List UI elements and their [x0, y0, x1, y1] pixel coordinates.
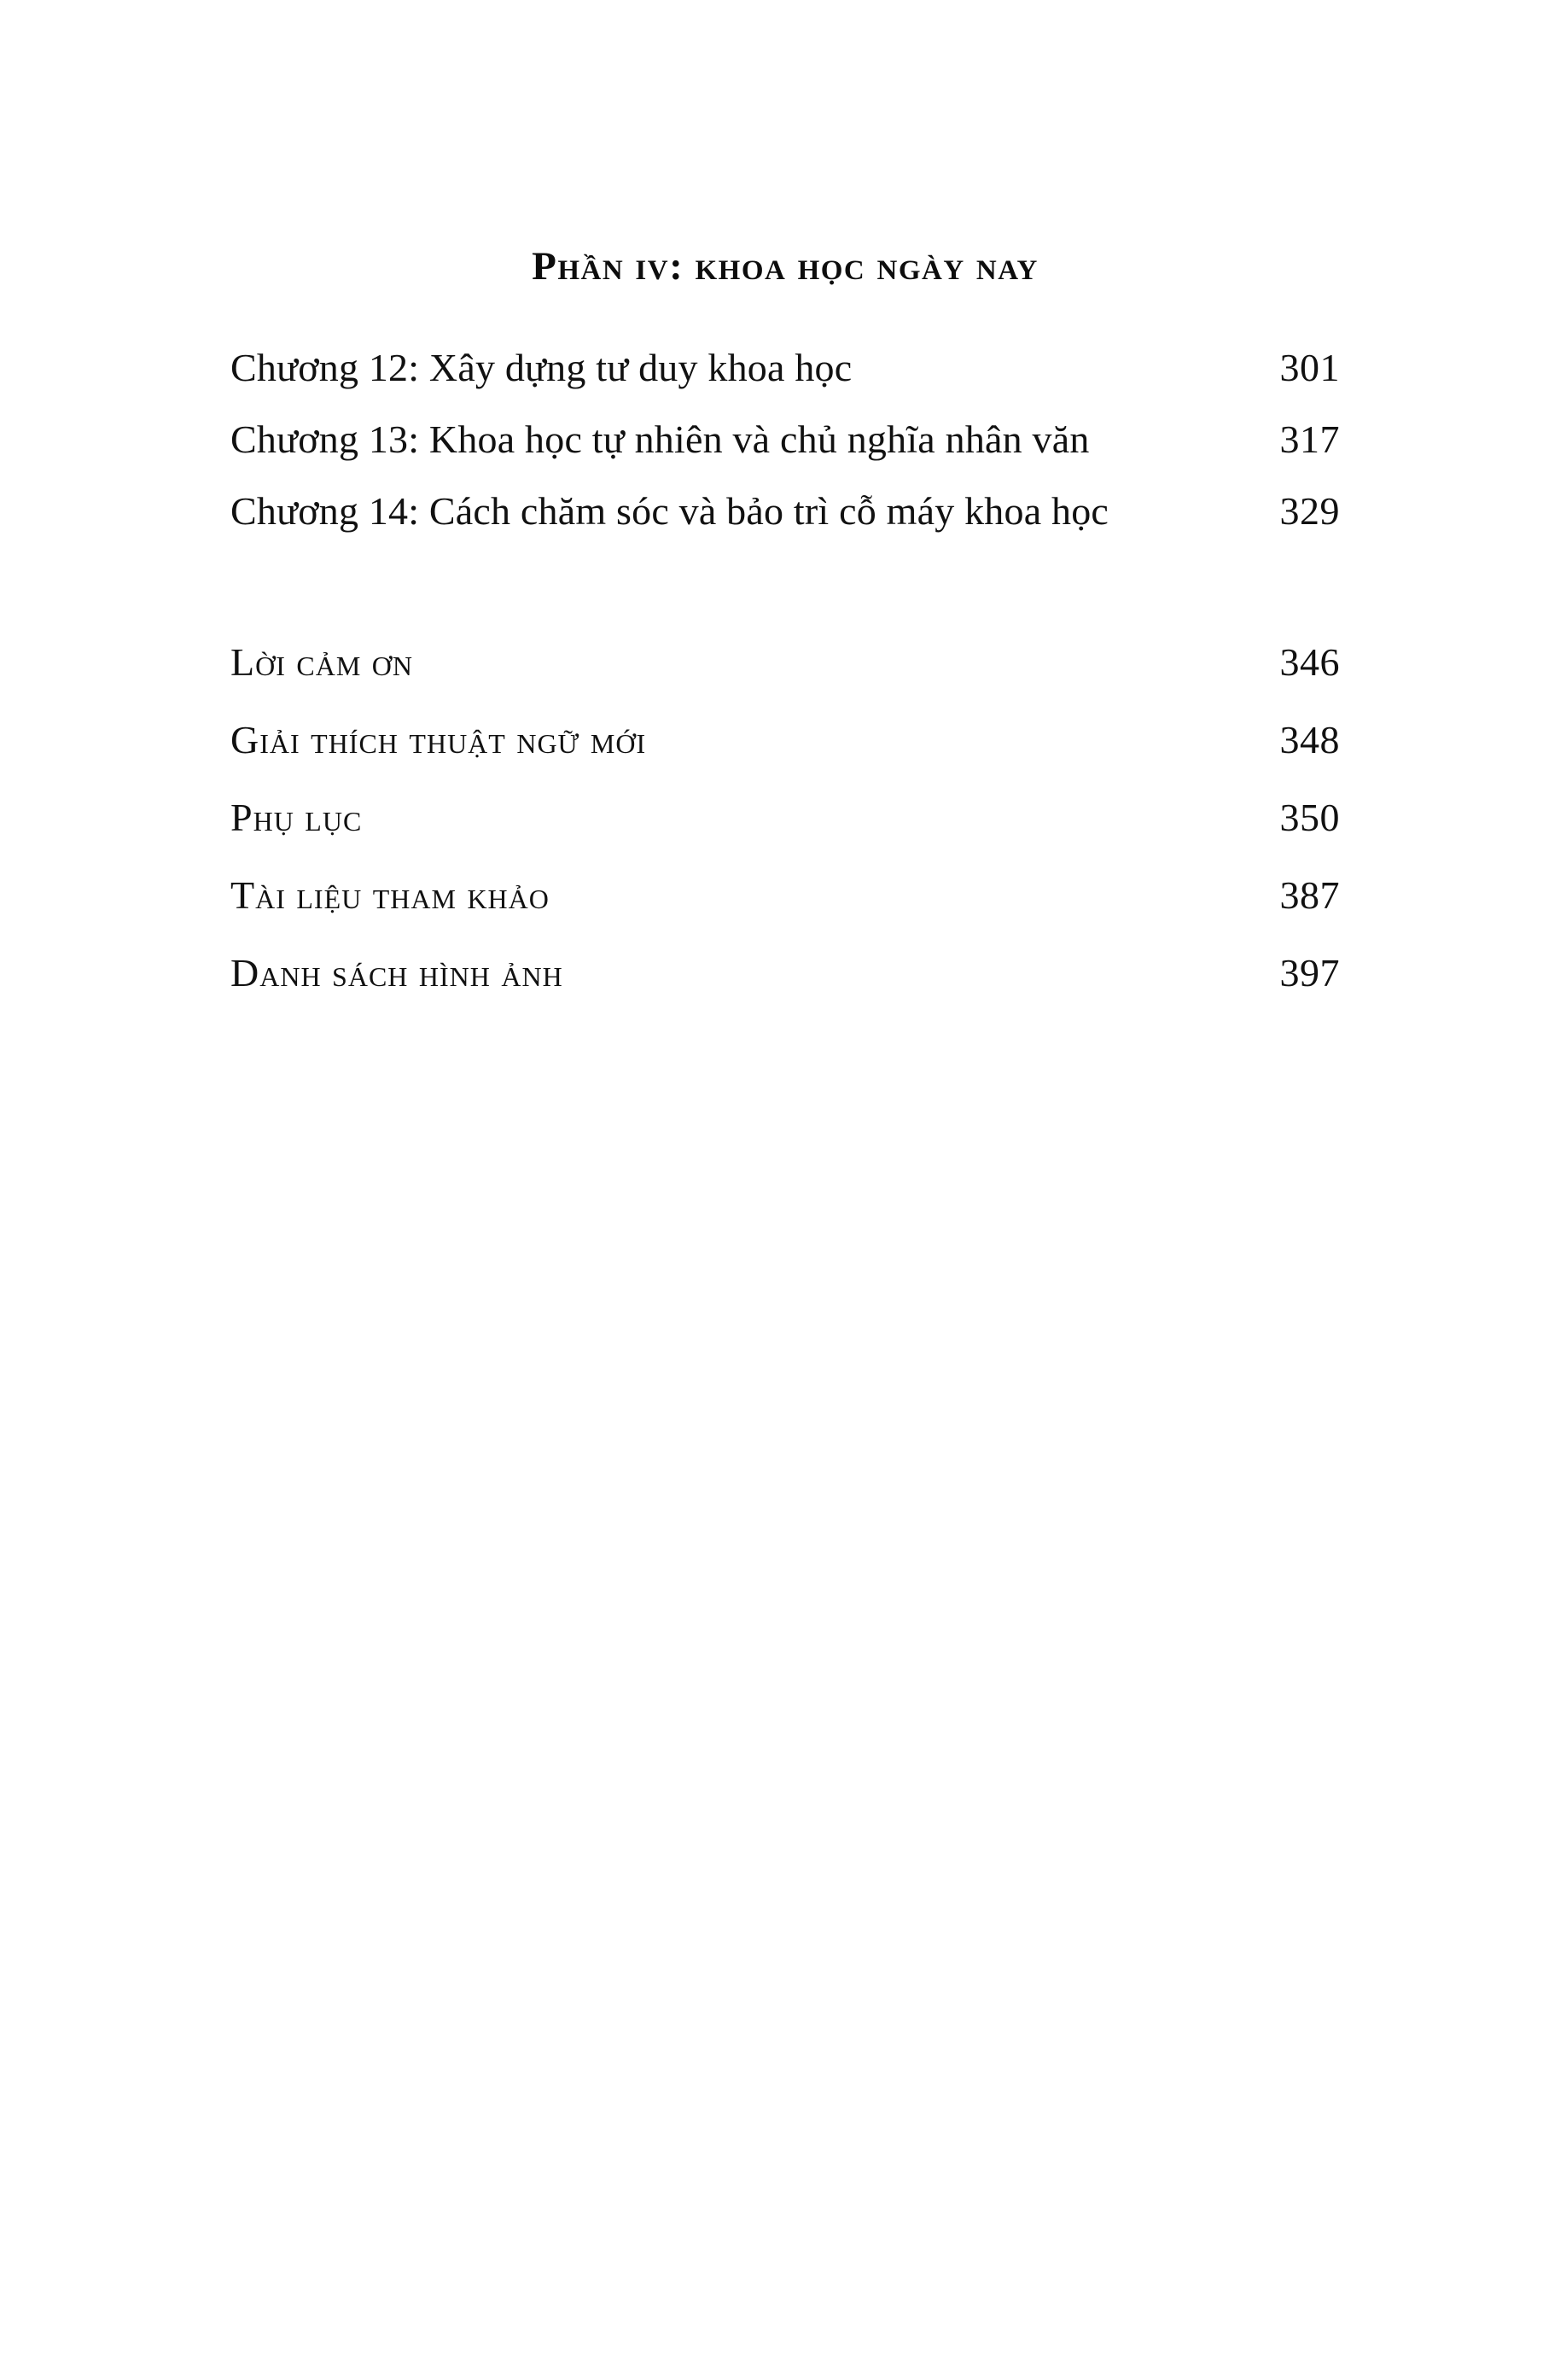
toc-entry-label: Tài liệu tham khảo	[230, 873, 550, 917]
toc-entry-page-number: 301	[1279, 345, 1340, 389]
toc-entry-label: Chương 12: Xây dựng tư duy khoa học	[230, 345, 853, 389]
toc-entry-page-number: 329	[1279, 488, 1340, 533]
toc-entry-label: Chương 13: Khoa học tự nhiên và chủ nghĩa nhân văn	[230, 417, 1090, 461]
toc-entry-label: Danh sách hình ảnh	[230, 951, 563, 995]
toc-entry-page-number: 346	[1279, 640, 1340, 684]
toc-entry-acknowledgements	[230, 623, 1340, 701]
section-title: Phần iv: khoa học ngày nay	[532, 244, 1039, 289]
back-matter-list	[230, 623, 1340, 1012]
toc-entry-chapter-13	[230, 403, 1340, 475]
toc-entry-chapter-14	[230, 475, 1340, 546]
toc-entry-page-number: 317	[1279, 417, 1340, 461]
chapter-list	[230, 331, 1340, 546]
table-of-contents	[230, 246, 1340, 1012]
toc-entry-appendix	[230, 779, 1340, 856]
toc-entry-page-number: 350	[1279, 796, 1340, 839]
toc-entry-references	[230, 856, 1340, 934]
toc-entry-page-number: 348	[1279, 718, 1340, 761]
toc-entry-chapter-12	[230, 331, 1340, 403]
toc-entry-glossary	[230, 701, 1340, 779]
toc-entry-label: Phụ lục	[230, 796, 363, 839]
toc-entry-image-list	[230, 934, 1340, 1012]
toc-entry-label: Giải thích thuật ngữ mới	[230, 718, 647, 761]
toc-entry-label: Lời cảm ơn	[230, 640, 413, 684]
toc-entry-page-number: 387	[1279, 873, 1340, 917]
toc-entry-label: Chương 14: Cách chăm sóc và bảo trì cỗ máy khoa học	[230, 488, 1109, 533]
toc-entry-page-number: 397	[1279, 951, 1340, 995]
